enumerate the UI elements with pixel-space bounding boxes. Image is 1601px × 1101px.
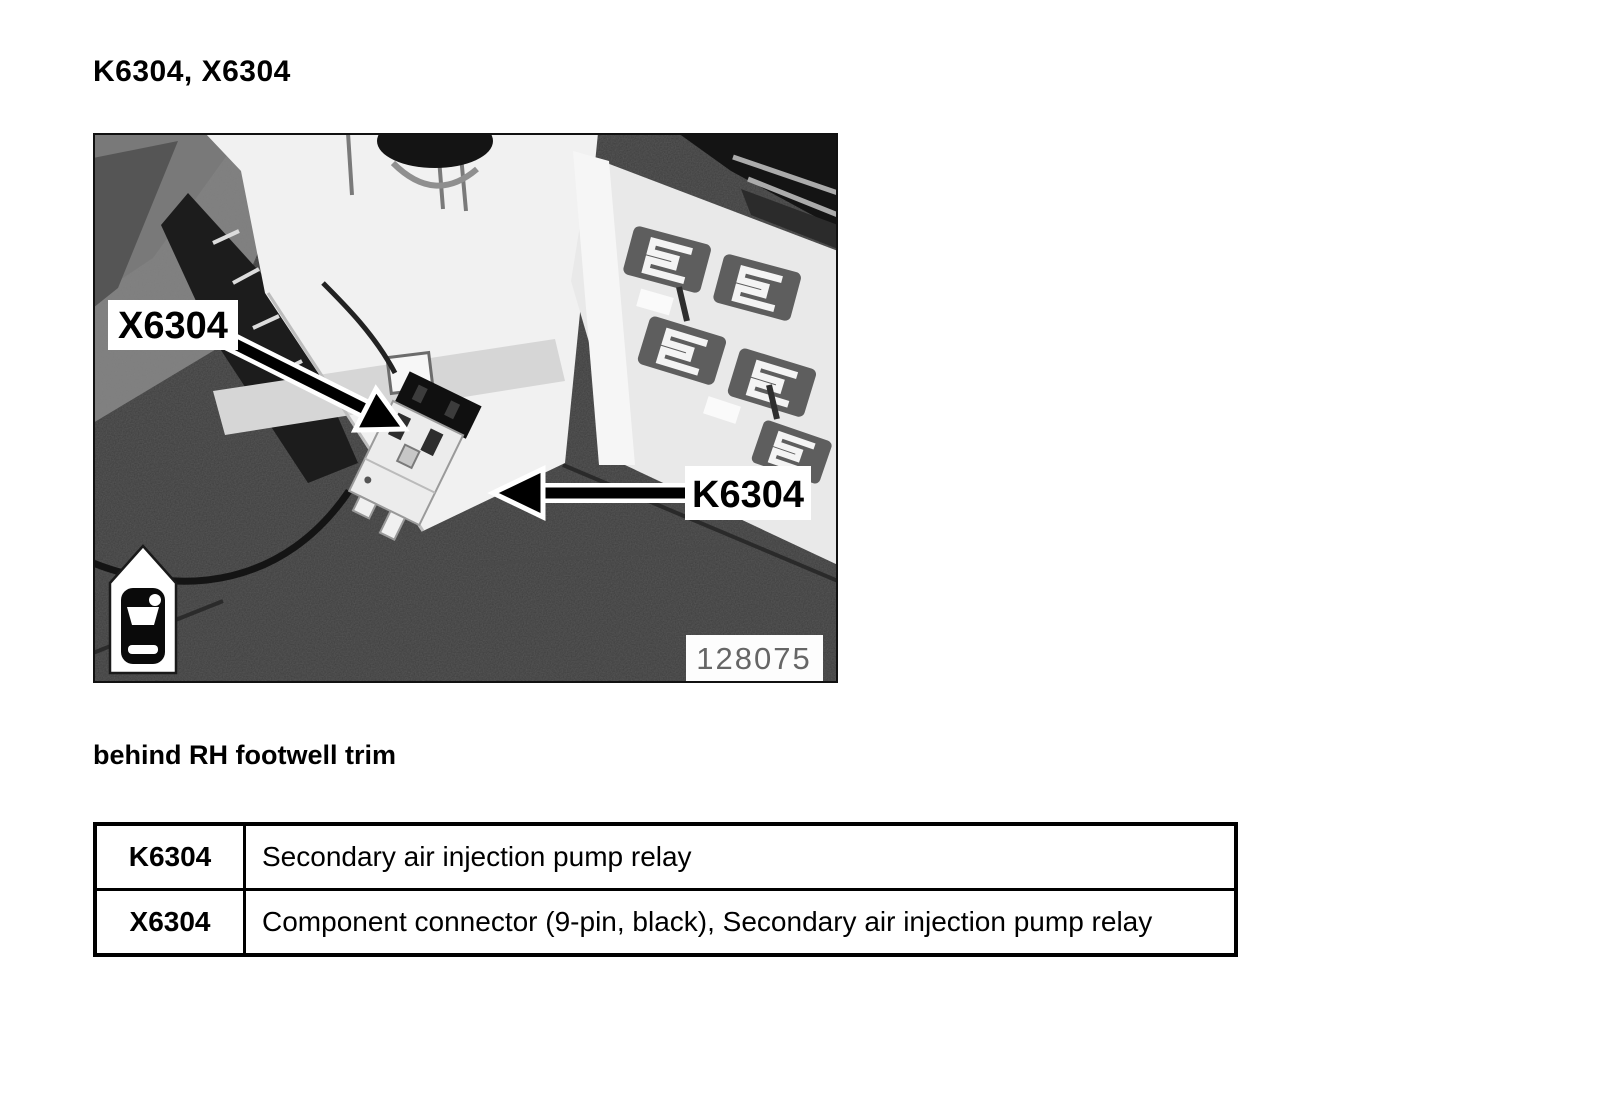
photo-number: 128075 xyxy=(696,641,812,676)
component-code: X6304 xyxy=(95,890,245,956)
connector-label: X6304 xyxy=(118,305,228,347)
component-description: Component connector (9-pin, black), Secondary air injection pump relay xyxy=(245,890,1237,956)
photo-number-box xyxy=(686,635,823,681)
relay-label: K6304 xyxy=(692,474,804,516)
table-row xyxy=(95,890,1236,956)
page-title: K6304, X6304 xyxy=(93,55,291,88)
location-photo xyxy=(93,133,838,683)
table-row xyxy=(95,824,1236,890)
component-description: Secondary air injection pump relay xyxy=(245,824,1237,890)
location-marker-dot xyxy=(149,594,161,606)
component-code: K6304 xyxy=(95,824,245,890)
photo-caption: behind RH footwell trim xyxy=(93,740,396,770)
legend-table xyxy=(93,822,1238,957)
